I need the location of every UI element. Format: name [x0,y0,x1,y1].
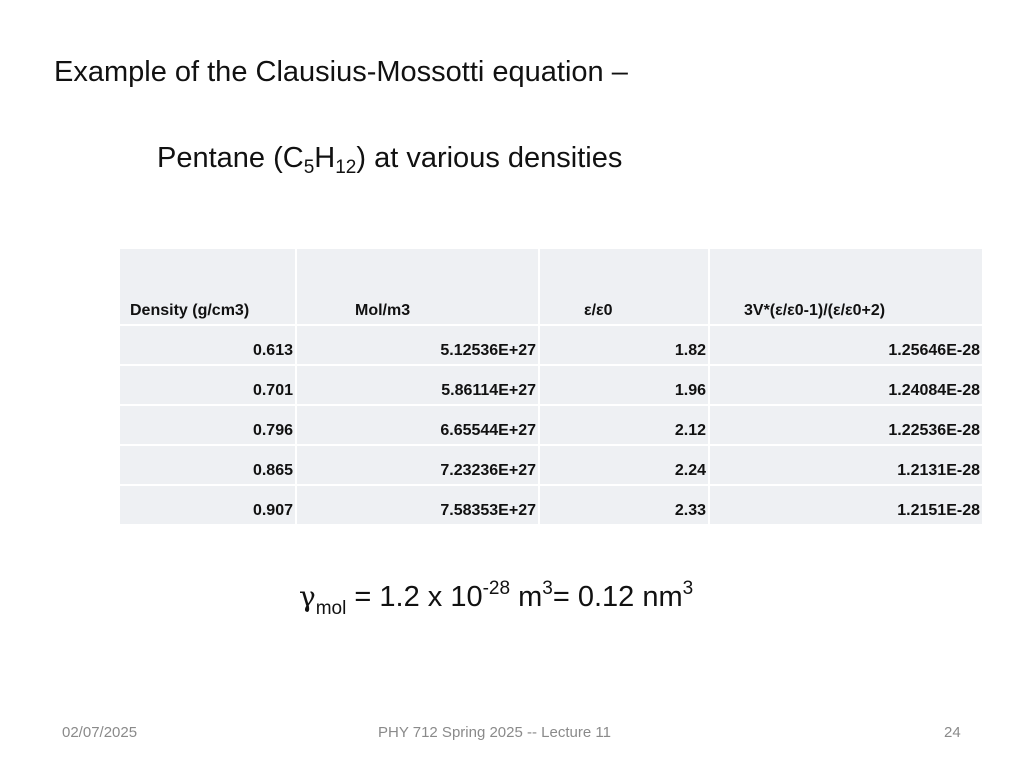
table-row [120,446,982,484]
equation-exponent-2: 3 [542,578,553,599]
cell-epsilon: 1.82 [540,326,708,364]
table-row [120,326,982,364]
header-mol-per-m3: Mol/m3 [297,249,538,324]
slide-title: Example of the Clausius-Mossotti equation – [54,56,628,88]
table-row [120,366,982,404]
subtitle-prefix: Pentane (C [157,142,304,174]
equation-text-2: m [510,581,543,613]
cell-polarizability: 1.24084E-28 [710,366,982,404]
cell-epsilon: 2.24 [540,446,708,484]
cell-mol: 7.23236E+27 [297,446,538,484]
cell-mol: 7.58353E+27 [297,486,538,524]
polarizability-equation [299,578,694,619]
subtitle-subscript-carbon: 5 [303,157,315,178]
header-density: Density (g/cm3) [120,249,295,324]
cell-density: 0.907 [120,486,295,524]
cell-epsilon: 2.12 [540,406,708,444]
cell-mol: 6.65544E+27 [297,406,538,444]
footer-course: PHY 712 Spring 2025 -- Lecture 11 [378,724,611,741]
header-polarizability: 3V*(ε/ε0-1)/(ε/ε0+2) [710,249,982,324]
cell-mol: 5.12536E+27 [297,326,538,364]
cell-polarizability: 1.25646E-28 [710,326,982,364]
cell-mol: 5.86114E+27 [297,366,538,404]
footer-page-number: 24 [944,724,961,741]
slide-subtitle [157,142,623,178]
cell-density: 0.701 [120,366,295,404]
cell-epsilon: 1.96 [540,366,708,404]
cell-density: 0.796 [120,406,295,444]
equation-text-1: = 1.2 x 10 [346,581,483,613]
cell-density: 0.865 [120,446,295,484]
table-row [120,486,982,524]
equation-exponent-3: 3 [682,578,694,599]
equation-exponent-1: -28 [482,578,511,599]
cell-density: 0.613 [120,326,295,364]
subtitle-mid: H [314,142,336,174]
subtitle-suffix: ) at various densities [356,142,623,174]
footer-date: 02/07/2025 [62,724,138,741]
cell-polarizability: 1.22536E-28 [710,406,982,444]
header-epsilon-ratio: ε/ε0 [540,249,708,324]
data-table [118,247,984,526]
gamma-symbol: γ [299,580,316,613]
table-header-row [120,249,982,324]
cell-polarizability: 1.2131E-28 [710,446,982,484]
subtitle-subscript-hydrogen: 12 [335,157,357,178]
table-row [120,406,982,444]
cell-epsilon: 2.33 [540,486,708,524]
gamma-subscript: mol [315,598,347,619]
equation-text-3: = 0.12 nm [552,581,683,613]
cell-polarizability: 1.2151E-28 [710,486,982,524]
